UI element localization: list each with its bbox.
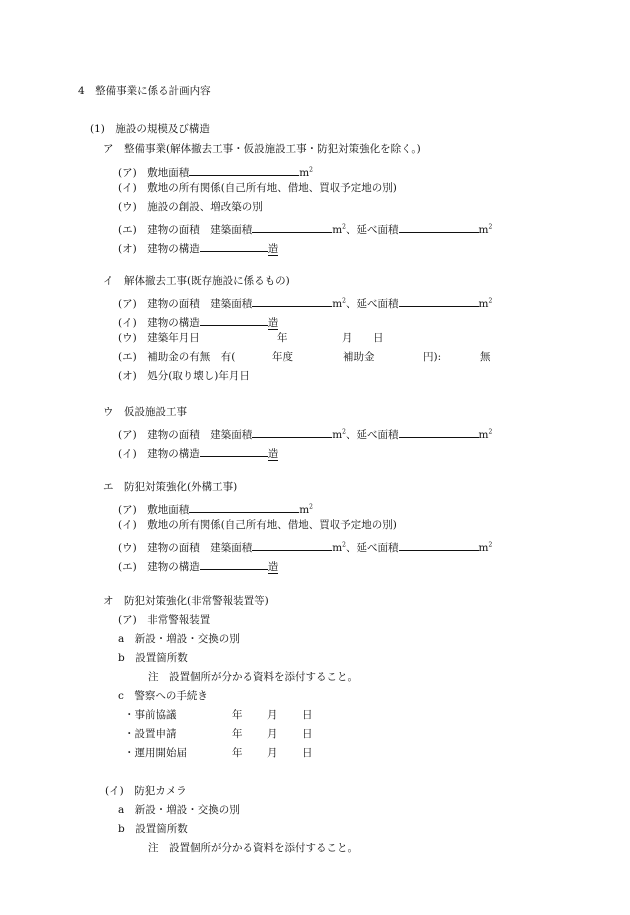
blank-field[interactable] bbox=[252, 295, 332, 307]
item-o-alarm-count: b 設置箇所数 bbox=[118, 652, 188, 664]
label: (ア) 建物の面積 建築面積 bbox=[118, 429, 253, 441]
police-prior-consult: ・事前協議 bbox=[124, 709, 177, 721]
item-u-heading: ウ 仮設施設工事 bbox=[103, 406, 187, 418]
item-i-disposal-date: (オ) 処分(取り壊し)年月日 bbox=[118, 370, 250, 382]
label-total-floor: 、延べ面積 bbox=[346, 542, 399, 554]
item-a-new-or-extension: (ウ) 施設の創設、増改築の別 bbox=[118, 201, 263, 213]
item-o-alarm-note: 注 設置個所が分かる資料を添付すること。 bbox=[148, 671, 358, 683]
label: (イ) 建物の構造 bbox=[118, 317, 200, 329]
label: (イ) 建物の構造 bbox=[118, 448, 200, 460]
blank-field[interactable] bbox=[399, 539, 479, 551]
unit-zou: 造 bbox=[267, 243, 279, 255]
blank-field[interactable] bbox=[189, 501, 299, 513]
unit-m2: $m^2$ bbox=[332, 223, 346, 236]
item-a-building-area bbox=[118, 221, 492, 236]
year-label: 年 bbox=[277, 332, 288, 344]
label: (ア) 敷地面積 bbox=[118, 167, 190, 179]
blank-field[interactable] bbox=[200, 558, 268, 570]
day-label: 日 bbox=[302, 709, 313, 721]
label: (ア) 建物の面積 建築面積 bbox=[118, 298, 253, 310]
item-e-building-area bbox=[118, 539, 492, 554]
label: (オ) 建物の構造 bbox=[118, 243, 200, 255]
blank-field[interactable] bbox=[252, 539, 332, 551]
police-operation-start: ・運用開始届 bbox=[124, 747, 187, 759]
subsidy-yen: 円): bbox=[423, 351, 442, 363]
blank-field[interactable] bbox=[399, 426, 479, 438]
unit-m2: $m^2$ bbox=[478, 297, 493, 310]
item-i-building-area bbox=[118, 295, 492, 310]
subsidy-none: 無 bbox=[480, 351, 491, 363]
item-a-heading: ア 整備事業(解体撤去工事・仮設施設工事・防犯対策強化を除く。) bbox=[103, 143, 421, 155]
item-u-building-area bbox=[118, 426, 492, 441]
blank-field[interactable] bbox=[399, 221, 479, 233]
item-o-alarm: (ア) 非常警報装置 bbox=[118, 614, 211, 626]
subsection-title: (1) 施設の規模及び構造 bbox=[90, 123, 210, 135]
unit-m2: $m^2$ bbox=[478, 541, 493, 554]
item-e-heading: エ 防犯対策強化(外構工事) bbox=[103, 481, 238, 493]
blank-field[interactable] bbox=[252, 426, 332, 438]
item-e-structure bbox=[118, 558, 278, 573]
month-label: 月 bbox=[267, 747, 278, 759]
subsidy-label: 補助金 bbox=[343, 351, 375, 363]
unit-m2: $m^2$ bbox=[332, 541, 346, 554]
item-a-ownership: (イ) 敷地の所有関係(自己所有地、借地、買収予定地の別) bbox=[118, 182, 397, 194]
item-o-heading: オ 防犯対策強化(非常警報装置等) bbox=[103, 595, 269, 607]
label: (エ) 建物の構造 bbox=[118, 561, 200, 573]
unit-m2: $m^2$ bbox=[478, 223, 493, 236]
section-title: 4 整備事業に係る計画内容 bbox=[78, 85, 211, 97]
label: (ウ) 建築年月日 bbox=[118, 332, 200, 344]
label: (エ) 建物の面積 建築面積 bbox=[118, 224, 253, 236]
unit-m2: $m^2$ bbox=[332, 428, 346, 441]
day-label: 日 bbox=[302, 747, 313, 759]
label-total-floor: 、延べ面積 bbox=[346, 224, 399, 236]
unit-m2: $m^2$ bbox=[478, 428, 493, 441]
blank-field[interactable] bbox=[200, 445, 268, 457]
unit-zou: 造 bbox=[267, 561, 279, 573]
item-a-site-area bbox=[118, 164, 313, 179]
item-o-alarm-new: a 新設・増設・交換の別 bbox=[118, 633, 240, 645]
item-o-police: c 警察への手続き bbox=[118, 690, 208, 702]
item-o-camera: (イ) 防犯カメラ bbox=[105, 785, 187, 797]
blank-field[interactable] bbox=[189, 164, 299, 176]
item-o-camera-count: b 設置箇所数 bbox=[118, 823, 188, 835]
item-i-heading: イ 解体撤去工事(既存施設に係るもの) bbox=[103, 275, 290, 287]
day-label: 日 bbox=[302, 728, 313, 740]
item-i-structure bbox=[118, 314, 278, 329]
month-label: 月 bbox=[267, 709, 278, 721]
item-o-camera-new: a 新設・増設・交換の別 bbox=[118, 804, 240, 816]
blank-field[interactable] bbox=[200, 240, 268, 252]
item-i-built-date bbox=[118, 333, 200, 344]
item-e-ownership: (イ) 敷地の所有関係(自己所有地、借地、買収予定地の別) bbox=[118, 519, 397, 531]
item-a-structure bbox=[118, 240, 278, 255]
unit-zou: 造 bbox=[267, 317, 279, 329]
label: (ア) 敷地面積 bbox=[118, 504, 190, 516]
blank-field[interactable] bbox=[399, 295, 479, 307]
label-total-floor: 、延べ面積 bbox=[346, 429, 399, 441]
month-label: 月 bbox=[342, 332, 353, 344]
subsidy-fiscal-year: 年度 bbox=[272, 351, 293, 363]
item-e-site-area bbox=[118, 501, 313, 516]
year-label: 年 bbox=[232, 709, 243, 721]
blank-field[interactable] bbox=[200, 314, 268, 326]
month-label: 月 bbox=[267, 728, 278, 740]
unit-m2: $m^2$ bbox=[299, 503, 313, 516]
label: (ウ) 建物の面積 建築面積 bbox=[118, 542, 253, 554]
unit-zou: 造 bbox=[267, 448, 279, 460]
police-install-application: ・設置申請 bbox=[124, 728, 177, 740]
year-label: 年 bbox=[232, 747, 243, 759]
day-label: 日 bbox=[373, 332, 384, 344]
year-label: 年 bbox=[232, 728, 243, 740]
item-u-structure bbox=[118, 445, 278, 460]
item-i-subsidy: (エ) 補助金の有無 有( bbox=[118, 351, 236, 363]
label-total-floor: 、延べ面積 bbox=[346, 298, 399, 310]
unit-m2: $m^2$ bbox=[332, 297, 346, 310]
item-o-camera-note: 注 設置個所が分かる資料を添付すること。 bbox=[148, 842, 358, 854]
unit-m2: $m^2$ bbox=[299, 166, 313, 179]
blank-field[interactable] bbox=[252, 221, 332, 233]
